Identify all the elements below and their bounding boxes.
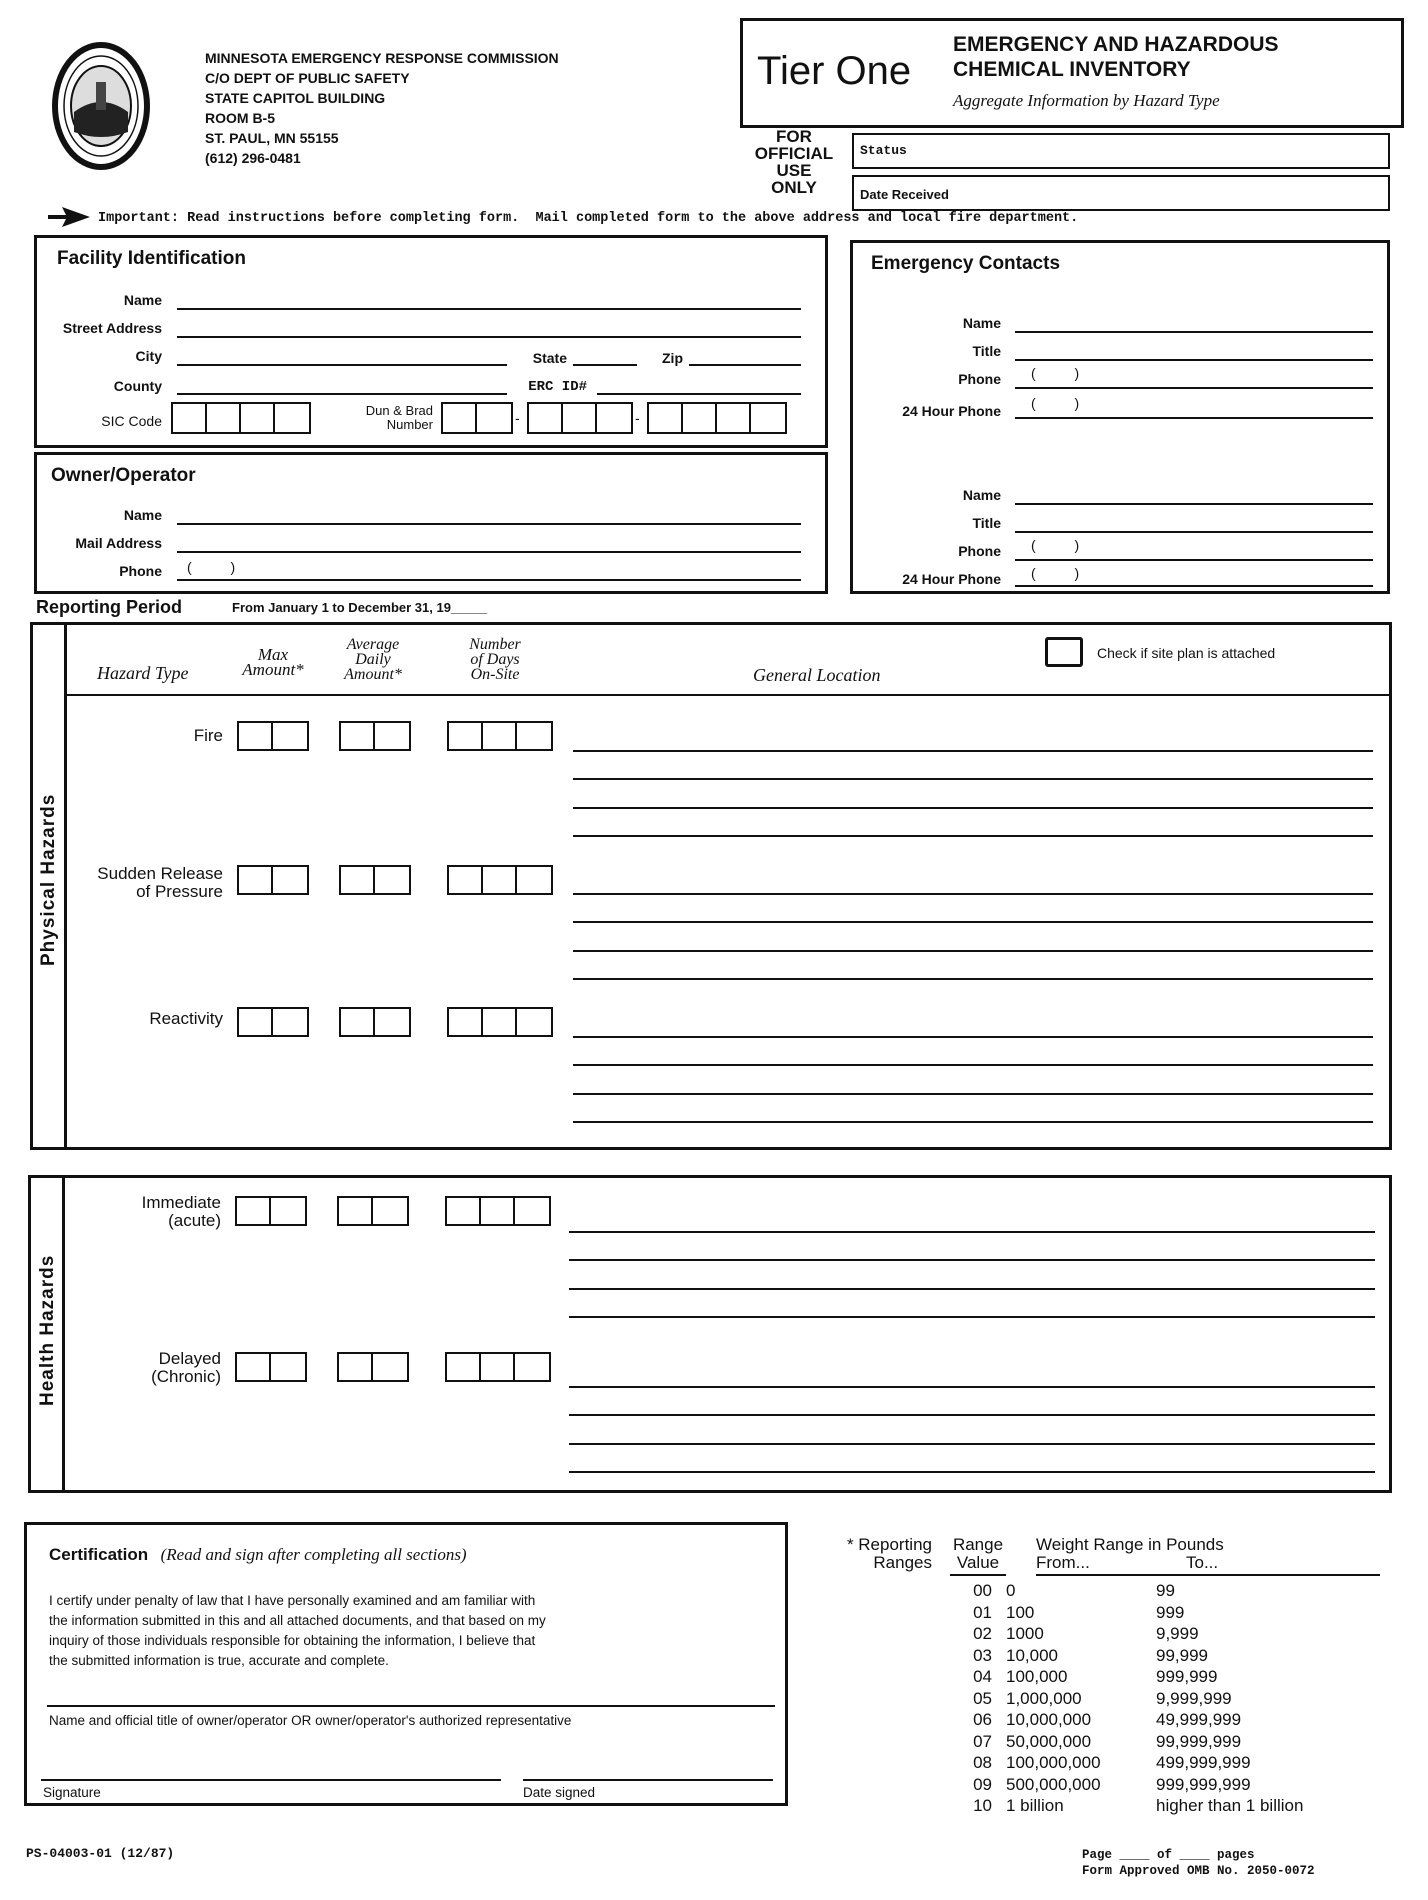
range-header-2: Value: [956, 1553, 1000, 1572]
range-header-1: Range: [952, 1535, 1004, 1554]
date-signed-label: Date signed: [523, 1785, 596, 1800]
signature-label: Signature: [43, 1785, 101, 1800]
sic-code-boxes[interactable]: [171, 402, 311, 434]
weight-range-header: [1036, 1536, 1380, 1576]
hazard-label-line: Sudden Release: [97, 864, 223, 883]
immediate-location-line[interactable]: [569, 1259, 1375, 1261]
facility-name-label: Name: [123, 292, 162, 308]
title-box: [740, 18, 1404, 128]
immediate-avg-boxes[interactable]: [337, 1196, 409, 1226]
header-divider: [67, 694, 1392, 696]
official-use-word: FOR: [776, 127, 812, 146]
dash: -: [635, 410, 640, 426]
status-label: Status: [860, 143, 907, 158]
facility-title: Facility Identification: [57, 248, 246, 269]
date-signed-input[interactable]: [523, 1779, 773, 1781]
reactivity-location-line[interactable]: [573, 1093, 1373, 1095]
owner-name-label: Name: [123, 507, 162, 523]
dun-brad-boxes-2[interactable]: [527, 402, 633, 434]
reactivity-location-line[interactable]: [573, 1036, 1373, 1038]
weight-header: Weight Range in Pounds: [1036, 1535, 1224, 1554]
dun-brad-boxes-3[interactable]: [647, 402, 787, 434]
contact2-title-input[interactable]: [1015, 531, 1373, 533]
contact2-phone-input[interactable]: [1015, 559, 1373, 561]
owner-name-input[interactable]: [177, 523, 801, 525]
immediate-max-boxes[interactable]: [235, 1196, 307, 1226]
facility-street-input[interactable]: [177, 336, 801, 338]
ranges-table: [946, 1580, 1356, 1817]
pressure-location-line[interactable]: [573, 950, 1373, 952]
contact2-phone-label: Phone: [958, 543, 1001, 559]
site-plan-checkbox[interactable]: [1045, 637, 1083, 667]
name-title-input[interactable]: [47, 1705, 775, 1707]
dun-brad-label-1: Dun & Brad: [365, 403, 433, 418]
reporting-ranges-label: [812, 1536, 932, 1572]
facility-zip-input[interactable]: [689, 364, 801, 366]
form-title-1: EMERGENCY AND HAZARDOUS: [953, 33, 1279, 56]
reactivity-max-boxes[interactable]: [237, 1007, 309, 1037]
immediate-location-line[interactable]: [569, 1288, 1375, 1290]
agency-line: ROOM B-5: [205, 110, 275, 126]
certification-section: [24, 1522, 788, 1806]
contact2-phone-area-code: ( ): [1031, 537, 1080, 553]
status-field[interactable]: [852, 133, 1390, 169]
col-days-onsite: [453, 637, 537, 682]
hazard-immediate-label: [71, 1194, 221, 1230]
agency-line: C/O DEPT OF PUBLIC SAFETY: [205, 70, 410, 86]
facility-sic-label: SIC Code: [101, 413, 162, 429]
certification-body-line: the information submitted in this and all attached documents, and that based on my: [49, 1613, 546, 1628]
delayed-location-line[interactable]: [569, 1443, 1375, 1445]
hazard-reactivity-label: [67, 1010, 223, 1028]
delayed-avg-boxes[interactable]: [337, 1352, 409, 1382]
reporting-ranges-label-1: * Reporting: [846, 1535, 932, 1554]
immediate-location-line[interactable]: [569, 1231, 1375, 1233]
col-max-amount: [233, 647, 313, 677]
hazard-label-line: Fire: [193, 726, 223, 745]
fire-location-line[interactable]: [573, 835, 1373, 837]
fire-location-line[interactable]: [573, 778, 1373, 780]
range-row: 01 100 999: [973, 1602, 1185, 1622]
delayed-location-line[interactable]: [569, 1471, 1375, 1473]
pressure-location-line[interactable]: [573, 921, 1373, 923]
certification-title: Certification: [49, 1545, 149, 1564]
reactivity-location-line[interactable]: [573, 1121, 1373, 1123]
important-notice: Important: Read instructions before completing form. Mail completed form to the above address and local fire department.: [98, 211, 1079, 226]
official-use-word: ONLY: [771, 178, 817, 197]
contact1-name-input[interactable]: [1015, 331, 1373, 333]
name-title-label: Name and official title of owner/operator OR owner/operator's authorized representative: [49, 1713, 572, 1728]
fire-location-line[interactable]: [573, 750, 1373, 752]
col-avg-2: Daily: [355, 651, 391, 668]
official-use-word: USE: [776, 161, 812, 180]
reactivity-location-line[interactable]: [573, 1064, 1373, 1066]
col-max-2: Amount*: [242, 660, 304, 679]
owner-phone-area-code: ( ): [187, 559, 236, 575]
facility-erc-label: ERC ID#: [528, 379, 587, 395]
fire-max-boxes[interactable]: [237, 721, 309, 751]
date-received-label: Date Received: [860, 187, 949, 202]
col-avg-3: Amount*: [344, 666, 402, 683]
range-row: 08 100,000,000 499,999,999: [973, 1753, 1251, 1772]
delayed-location-line[interactable]: [569, 1414, 1375, 1416]
col-avg-amount: [333, 637, 413, 682]
pressure-max-boxes[interactable]: [237, 865, 309, 895]
col-hazard-type: Hazard Type: [97, 663, 189, 683]
col-days-3: On-Site: [470, 666, 520, 683]
col-max-1: Max: [257, 645, 289, 664]
delayed-days-boxes[interactable]: [445, 1352, 551, 1382]
dun-brad-boxes-1[interactable]: [441, 402, 513, 434]
contacts-title: Emergency Contacts: [871, 253, 1061, 274]
contact1-phone-input[interactable]: [1015, 387, 1373, 389]
contact1-24h-area-code: ( ): [1031, 395, 1080, 411]
page-count[interactable]: Page ____ of ____ pages: [1082, 1848, 1255, 1862]
facility-county-input[interactable]: [177, 393, 507, 395]
facility-state-input[interactable]: [573, 364, 637, 366]
certification-body-line: I certify under penalty of law that I have personally examined and am familiar with: [49, 1593, 536, 1608]
fire-days-boxes[interactable]: [447, 721, 553, 751]
physical-hazards-section: [30, 622, 1392, 1150]
hazard-delayed-label: [71, 1350, 221, 1386]
contact1-phone-label: Phone: [958, 371, 1001, 387]
agency-line: STATE CAPITOL BUILDING: [205, 90, 386, 106]
contact2-name-input[interactable]: [1015, 503, 1373, 505]
contact2-24h-area-code: ( ): [1031, 565, 1080, 581]
contact1-title-input[interactable]: [1015, 359, 1373, 361]
from-to-headers: [1036, 1554, 1380, 1572]
immediate-location-line[interactable]: [569, 1316, 1375, 1318]
delayed-location-line[interactable]: [569, 1386, 1375, 1388]
omb-number: Form Approved OMB No. 2050-0072: [1082, 1864, 1315, 1878]
facility-section: [34, 235, 828, 448]
facility-zip-label: Zip: [662, 350, 683, 366]
official-use-word: OFFICIAL: [754, 144, 834, 163]
physical-hazards-title: Physical Hazards: [38, 793, 59, 966]
certification-body-line: inquiry of those individuals responsible for obtaining the information, I believe that: [49, 1633, 536, 1648]
state-seal-icon: [52, 42, 150, 170]
facility-city-input[interactable]: [177, 364, 507, 366]
site-plan-label: Check if site plan is attached: [1097, 645, 1276, 661]
range-row: 00 0 99: [973, 1581, 1175, 1600]
range-value-header: [950, 1536, 1006, 1576]
contact1-24h-phone-input[interactable]: [1015, 417, 1373, 419]
range-row: 10 1 billion higher than 1 billion: [973, 1796, 1304, 1815]
owner-mail-label: Mail Address: [75, 535, 162, 551]
certification-subtitle: (Read and sign after completing all sections): [160, 1545, 467, 1564]
official-use-label: [744, 128, 844, 196]
range-row: 05 1,000,000 9,999,999: [973, 1688, 1232, 1708]
hazard-label-line: (Chronic): [151, 1367, 221, 1386]
arrow-right-icon: [48, 207, 90, 232]
reporting-period-text[interactable]: From January 1 to December 31, 19_____: [232, 600, 488, 615]
owner-mail-input[interactable]: [177, 551, 801, 553]
col-avg-1: Average: [346, 636, 400, 653]
hazard-label-line: Reactivity: [149, 1009, 223, 1028]
pressure-location-line[interactable]: [573, 978, 1373, 980]
hazard-label-line: (acute): [168, 1211, 221, 1230]
range-row: 03 10,000 99,999: [973, 1645, 1208, 1665]
certification-body-line: the submitted information is true, accurate and complete.: [49, 1653, 389, 1668]
facility-county-label: County: [113, 378, 162, 394]
form-title-2: CHEMICAL INVENTORY: [953, 58, 1191, 81]
range-row: 06 10,000,000 49,999,999: [973, 1710, 1242, 1729]
reactivity-days-boxes[interactable]: [447, 1007, 553, 1037]
form-code: PS-04003-01 (12/87): [26, 1846, 175, 1861]
facility-city-label: City: [135, 348, 162, 364]
fire-location-line[interactable]: [573, 807, 1373, 809]
dash: -: [515, 410, 520, 426]
contact2-24h-phone-label: 24 Hour Phone: [902, 571, 1001, 587]
date-received-field[interactable]: [852, 175, 1390, 211]
contact1-24h-phone-label: 24 Hour Phone: [902, 403, 1001, 419]
health-hazards-title: Health Hazards: [37, 1254, 58, 1406]
hazard-pressure-label: [53, 865, 223, 901]
fire-avg-boxes[interactable]: [339, 721, 411, 751]
owner-title: Owner/Operator: [51, 465, 196, 486]
form-subtitle: Aggregate Information by Hazard Type: [953, 91, 1220, 110]
health-hazards-section: [28, 1175, 1392, 1493]
contact1-name-label: Name: [962, 315, 1001, 331]
agency-address: [205, 48, 559, 168]
certification-body: [49, 1591, 546, 1671]
reporting-period-label: Reporting Period: [36, 597, 183, 617]
certification-heading: [49, 1545, 467, 1565]
facility-state-label: State: [532, 350, 567, 366]
signature-input[interactable]: [41, 1779, 501, 1781]
owner-section: [34, 452, 828, 594]
agency-phone: (612) 296-0481: [205, 150, 301, 166]
dun-brad-label-2: Number: [386, 417, 433, 432]
facility-erc-input[interactable]: [597, 393, 801, 395]
reporting-ranges-label-2: Ranges: [873, 1553, 932, 1572]
facility-name-input[interactable]: [177, 308, 801, 310]
to-header: To...: [1186, 1553, 1219, 1572]
hazard-label-line: of Pressure: [136, 882, 223, 901]
facility-street-label: Street Address: [62, 320, 162, 336]
from-header: From...: [1036, 1553, 1090, 1572]
contact1-phone-area-code: ( ): [1031, 365, 1080, 381]
hazard-label-line: Delayed: [158, 1349, 221, 1368]
pressure-days-boxes[interactable]: [447, 865, 553, 895]
agency-name: MINNESOTA EMERGENCY RESPONSE COMMISSION: [205, 50, 559, 66]
contact2-name-label: Name: [962, 487, 1001, 503]
tier-label: Tier One: [757, 49, 912, 93]
col-days-2: of Days: [470, 651, 520, 668]
agency-line: ST. PAUL, MN 55155: [205, 130, 339, 146]
range-row: 04 100,000 999,999: [973, 1667, 1218, 1686]
range-row: 09 500,000,000 999,999,999: [973, 1774, 1251, 1794]
hazard-fire-label: [67, 727, 223, 745]
pressure-location-line[interactable]: [573, 893, 1373, 895]
range-row: 02 1000 9,999: [973, 1624, 1199, 1643]
dun-brad-label: [337, 404, 433, 432]
delayed-max-boxes[interactable]: [235, 1352, 307, 1382]
contact2-24h-phone-input[interactable]: [1015, 585, 1373, 587]
owner-phone-input[interactable]: [177, 579, 801, 581]
reactivity-avg-boxes[interactable]: [339, 1007, 411, 1037]
range-row: 07 50,000,000 99,999,999: [973, 1731, 1242, 1751]
hazard-label-line: Immediate: [141, 1193, 221, 1212]
owner-phone-label: Phone: [119, 563, 162, 579]
col-days-1: Number: [469, 636, 521, 653]
contacts-section: [850, 240, 1390, 594]
pressure-avg-boxes[interactable]: [339, 865, 411, 895]
immediate-days-boxes[interactable]: [445, 1196, 551, 1226]
contact1-title-label: Title: [972, 343, 1001, 359]
contact2-title-label: Title: [972, 515, 1001, 531]
col-general-location: General Location: [753, 665, 881, 685]
